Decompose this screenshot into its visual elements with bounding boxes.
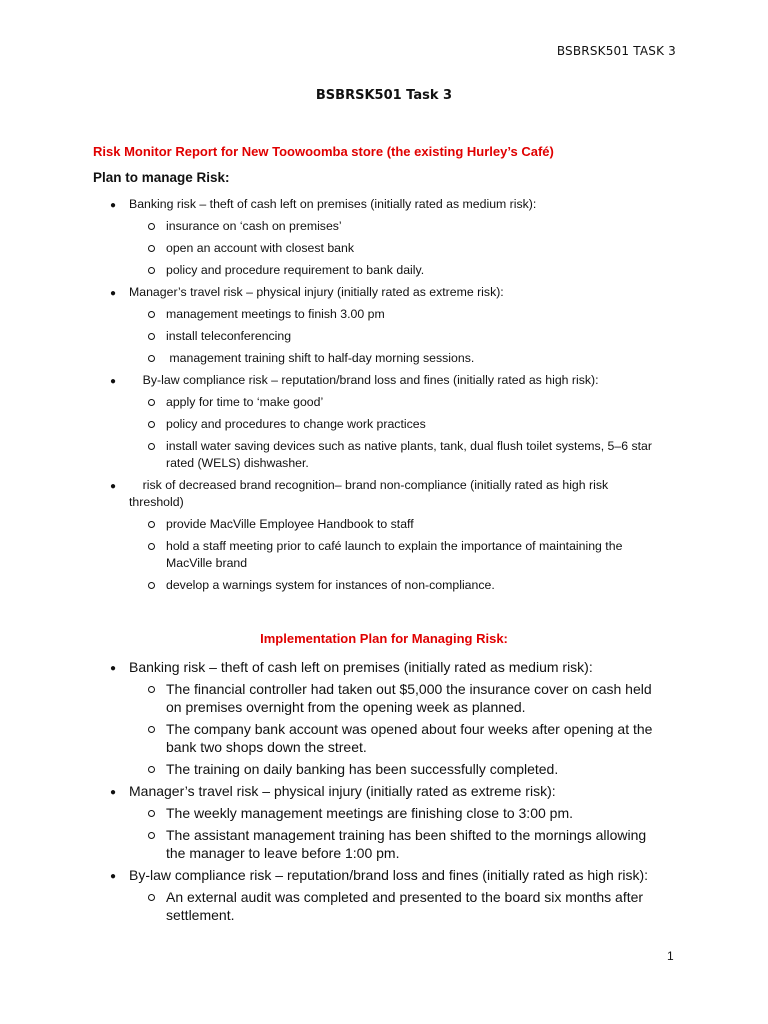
circle-bullet-icon bbox=[148, 726, 155, 733]
sub-list-item: hold a staff meeting prior to café launch to explain the importance of maintaining the MacVille brand bbox=[0, 538, 666, 572]
bullet-icon: ● bbox=[110, 871, 117, 882]
circle-bullet-icon bbox=[148, 521, 155, 528]
sub-list-item: provide MacVille Employee Handbook to staff bbox=[0, 516, 666, 533]
circle-bullet-icon bbox=[148, 245, 155, 252]
bullet-icon: ● bbox=[110, 200, 117, 211]
list-item: ● By-law compliance risk – reputation/brand loss and fines (initially rated as high risk): bbox=[0, 866, 669, 884]
sub-list-item: open an account with closest bank bbox=[0, 240, 666, 257]
circle-bullet-icon bbox=[148, 686, 155, 693]
list-item: ● risk of decreased brand recognition– brand non-compliance (initially rated as high risk threshold) bbox=[110, 478, 612, 509]
risk-monitor-heading: Risk Monitor Report for New Toowoomba store (the existing Hurley’s Café) bbox=[93, 144, 554, 159]
bullet-icon: ● bbox=[110, 663, 117, 674]
bullet-icon: ● bbox=[110, 481, 117, 492]
bullet-icon: ● bbox=[110, 787, 117, 798]
sub-list-item: install teleconferencing bbox=[0, 328, 666, 345]
circle-bullet-icon bbox=[148, 582, 155, 589]
circle-bullet-icon bbox=[148, 399, 155, 406]
circle-bullet-icon bbox=[148, 311, 155, 318]
implementation-heading: Implementation Plan for Managing Risk: bbox=[260, 631, 508, 646]
circle-bullet-icon bbox=[148, 832, 155, 839]
circle-bullet-icon bbox=[148, 894, 155, 901]
sub-list-item: install water saving devices such as native plants, tank, dual flush toilet systems, 5–6 star rated (WELS) dishwasher. bbox=[0, 438, 666, 472]
sub-list-item: develop a warnings system for instances of non-compliance. bbox=[0, 577, 666, 594]
list-item: ● Banking risk – theft of cash left on premises (initially rated as medium risk): bbox=[0, 658, 669, 676]
sub-list-item: The financial controller had taken out $5,000 the insurance cover on cash held on premises overnight from the opening week as planned. bbox=[0, 680, 666, 716]
list-item: ● By-law compliance risk – reputation/brand loss and fines (initially rated as high risk): bbox=[0, 372, 659, 389]
list-item: ● Manager’s travel risk – physical injury (initially rated as extreme risk): bbox=[0, 782, 669, 800]
sub-list-item: The training on daily banking has been successfully completed. bbox=[0, 760, 666, 778]
circle-bullet-icon bbox=[148, 443, 155, 450]
plan-risk-list bbox=[0, 196, 768, 599]
implementation-list bbox=[0, 658, 768, 928]
circle-bullet-icon bbox=[148, 223, 155, 230]
page-number: 1 bbox=[667, 949, 674, 963]
sub-list-item: policy and procedure requirement to bank daily. bbox=[0, 262, 666, 279]
running-header: BSBRSK501 TASK 3 bbox=[556, 44, 676, 58]
sub-list-item: The company bank account was opened about four weeks after opening at the bank two shops down the street. bbox=[0, 720, 666, 756]
list-item: ● Manager’s travel risk – physical injury (initially rated as extreme risk): bbox=[0, 284, 659, 301]
circle-bullet-icon bbox=[148, 333, 155, 340]
circle-bullet-icon bbox=[148, 543, 155, 550]
circle-bullet-icon bbox=[148, 810, 155, 817]
circle-bullet-icon bbox=[148, 267, 155, 274]
bullet-icon: ● bbox=[110, 376, 117, 387]
list-item: ● Banking risk – theft of cash left on premises (initially rated as medium risk): bbox=[0, 196, 659, 213]
sub-list-item: The weekly management meetings are finishing close to 3:00 pm. bbox=[0, 804, 666, 822]
sub-list-item: An external audit was completed and presented to the board six months after settlement. bbox=[0, 888, 666, 924]
circle-bullet-icon bbox=[148, 766, 155, 773]
sub-list-item: management meetings to finish 3.00 pm bbox=[0, 306, 666, 323]
circle-bullet-icon bbox=[148, 355, 155, 362]
sub-list-item: apply for time to ‘make good’ bbox=[0, 394, 666, 411]
sub-list-item: insurance on ‘cash on premises’ bbox=[0, 218, 666, 235]
sub-list-item: The assistant management training has been shifted to the mornings allowing the manager to leave before 1:00 pm. bbox=[0, 826, 666, 862]
document-title: BSBRSK501 Task 3 bbox=[315, 88, 453, 103]
bullet-icon: ● bbox=[110, 288, 117, 299]
plan-heading: Plan to manage Risk: bbox=[93, 170, 230, 185]
sub-list-item: management training shift to half-day morning sessions. bbox=[0, 350, 666, 367]
circle-bullet-icon bbox=[148, 421, 155, 428]
sub-list-item: policy and procedures to change work practices bbox=[0, 416, 666, 433]
